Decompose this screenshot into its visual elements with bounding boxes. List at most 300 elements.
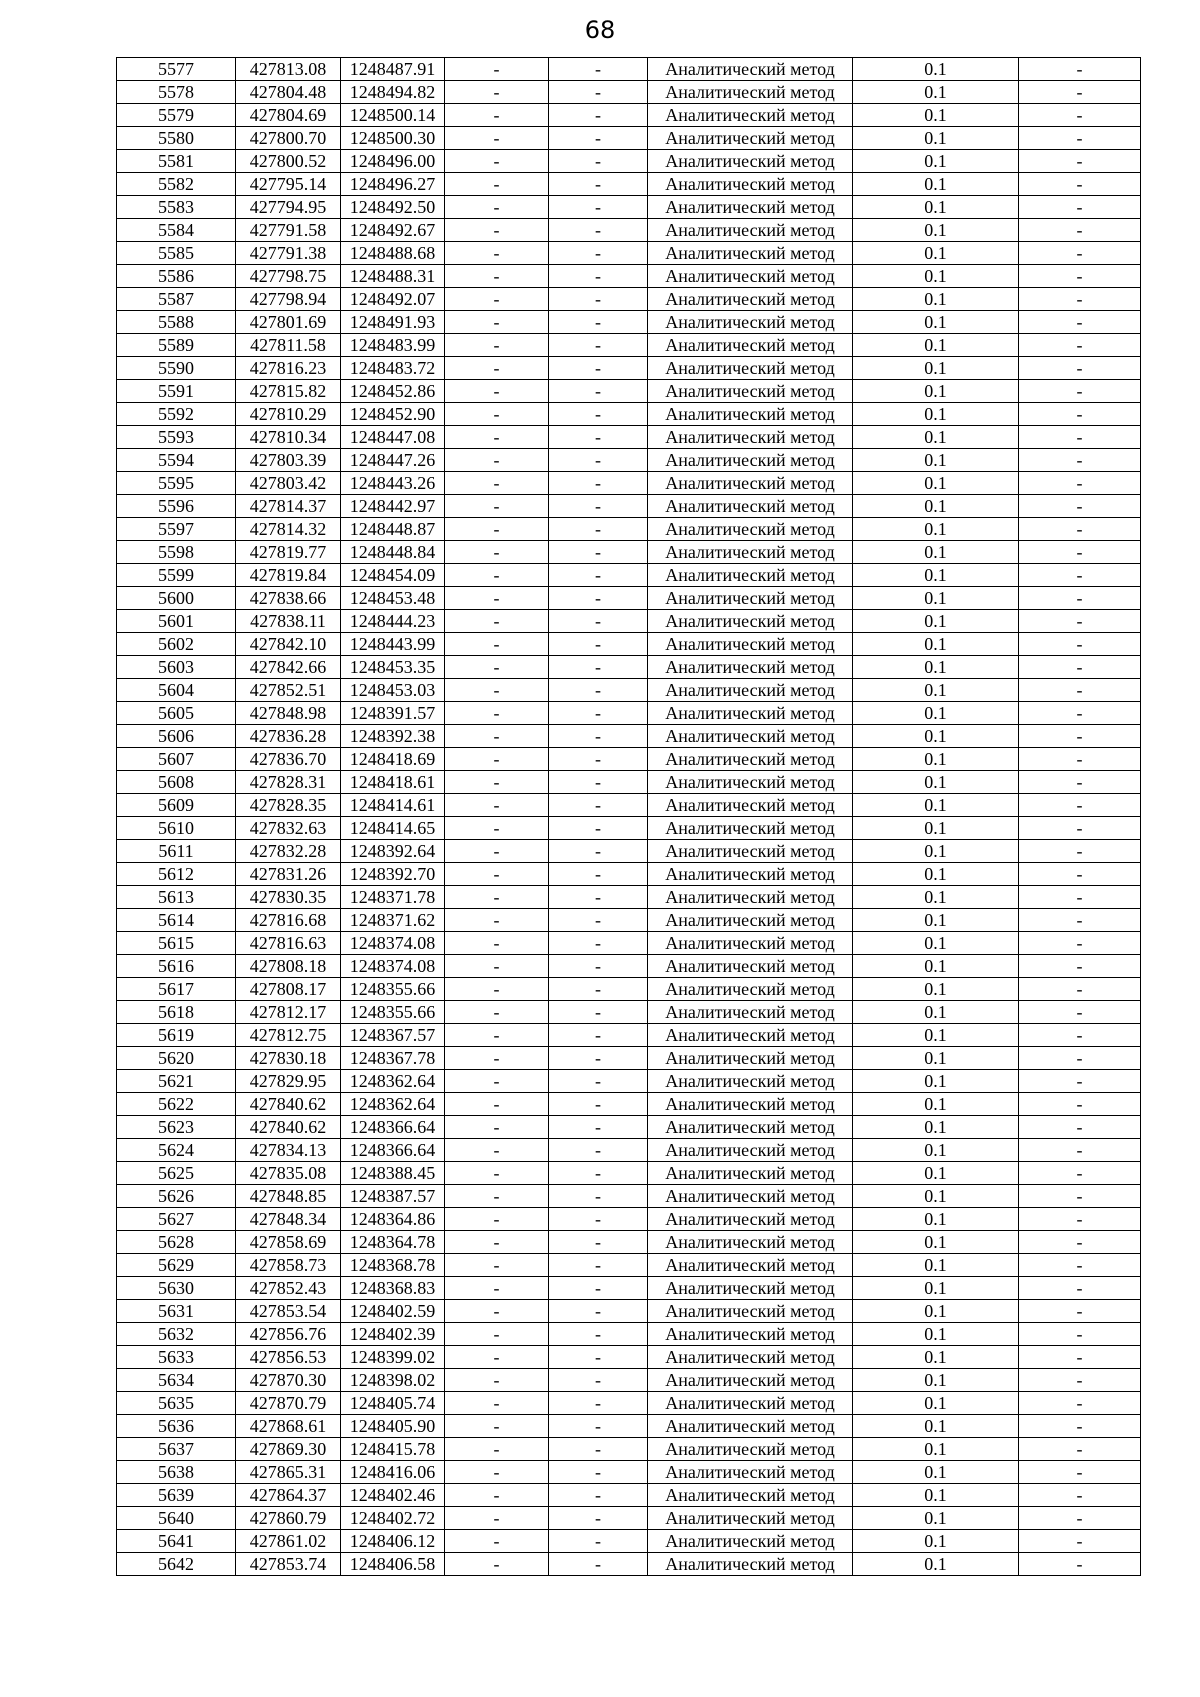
- column-4-cell: -: [445, 1369, 549, 1392]
- y-coordinate-cell: 1248447.08: [341, 426, 445, 449]
- column-4-cell: -: [445, 679, 549, 702]
- method-cell: Аналитический метод: [648, 449, 853, 472]
- column-4-cell: -: [445, 1185, 549, 1208]
- accuracy-cell: 0.1: [853, 81, 1019, 104]
- column-5-cell: -: [549, 633, 648, 656]
- column-5-cell: -: [549, 610, 648, 633]
- y-coordinate-cell: 1248453.48: [341, 587, 445, 610]
- column-8-cell: -: [1019, 449, 1141, 472]
- point-number-cell: 5637: [117, 1438, 236, 1461]
- column-4-cell: -: [445, 1208, 549, 1231]
- column-8-cell: -: [1019, 357, 1141, 380]
- accuracy-cell: 0.1: [853, 1438, 1019, 1461]
- accuracy-cell: 0.1: [853, 1208, 1019, 1231]
- table-row: [117, 380, 1141, 403]
- y-coordinate-cell: 1248374.08: [341, 932, 445, 955]
- table-row: [117, 1093, 1141, 1116]
- point-number-cell: 5620: [117, 1047, 236, 1070]
- accuracy-cell: 0.1: [853, 909, 1019, 932]
- column-5-cell: -: [549, 1185, 648, 1208]
- column-4-cell: -: [445, 1139, 549, 1162]
- accuracy-cell: 0.1: [853, 311, 1019, 334]
- y-coordinate-cell: 1248414.65: [341, 817, 445, 840]
- column-5-cell: -: [549, 656, 648, 679]
- x-coordinate-cell: 427832.63: [236, 817, 341, 840]
- column-8-cell: -: [1019, 679, 1141, 702]
- column-4-cell: -: [445, 127, 549, 150]
- column-8-cell: -: [1019, 265, 1141, 288]
- x-coordinate-cell: 427811.58: [236, 334, 341, 357]
- column-5-cell: -: [549, 909, 648, 932]
- column-4-cell: -: [445, 886, 549, 909]
- method-cell: Аналитический метод: [648, 1507, 853, 1530]
- point-number-cell: 5626: [117, 1185, 236, 1208]
- accuracy-cell: 0.1: [853, 426, 1019, 449]
- x-coordinate-cell: 427870.79: [236, 1392, 341, 1415]
- table-row: [117, 58, 1141, 81]
- table-row: [117, 541, 1141, 564]
- table-row: [117, 1323, 1141, 1346]
- column-5-cell: -: [549, 357, 648, 380]
- y-coordinate-cell: 1248392.70: [341, 863, 445, 886]
- column-4-cell: -: [445, 932, 549, 955]
- method-cell: Аналитический метод: [648, 265, 853, 288]
- column-4-cell: -: [445, 955, 549, 978]
- x-coordinate-cell: 427856.53: [236, 1346, 341, 1369]
- column-8-cell: -: [1019, 1415, 1141, 1438]
- column-8-cell: -: [1019, 1162, 1141, 1185]
- x-coordinate-cell: 427808.17: [236, 978, 341, 1001]
- y-coordinate-cell: 1248391.57: [341, 702, 445, 725]
- accuracy-cell: 0.1: [853, 1461, 1019, 1484]
- column-8-cell: -: [1019, 196, 1141, 219]
- column-8-cell: -: [1019, 380, 1141, 403]
- point-number-cell: 5591: [117, 380, 236, 403]
- table-row: [117, 1461, 1141, 1484]
- table-row: [117, 1254, 1141, 1277]
- column-5-cell: -: [549, 495, 648, 518]
- y-coordinate-cell: 1248483.99: [341, 334, 445, 357]
- y-coordinate-cell: 1248416.06: [341, 1461, 445, 1484]
- column-8-cell: -: [1019, 1024, 1141, 1047]
- accuracy-cell: 0.1: [853, 472, 1019, 495]
- method-cell: Аналитический метод: [648, 748, 853, 771]
- x-coordinate-cell: 427852.51: [236, 679, 341, 702]
- y-coordinate-cell: 1248452.90: [341, 403, 445, 426]
- table-row: [117, 656, 1141, 679]
- column-4-cell: -: [445, 403, 549, 426]
- y-coordinate-cell: 1248491.93: [341, 311, 445, 334]
- x-coordinate-cell: 427816.63: [236, 932, 341, 955]
- table-row: [117, 403, 1141, 426]
- column-8-cell: -: [1019, 1001, 1141, 1024]
- x-coordinate-cell: 427814.37: [236, 495, 341, 518]
- table-row: [117, 127, 1141, 150]
- column-8-cell: -: [1019, 702, 1141, 725]
- accuracy-cell: 0.1: [853, 127, 1019, 150]
- y-coordinate-cell: 1248402.39: [341, 1323, 445, 1346]
- table-row: [117, 1208, 1141, 1231]
- accuracy-cell: 0.1: [853, 288, 1019, 311]
- column-4-cell: -: [445, 1277, 549, 1300]
- column-5-cell: -: [549, 817, 648, 840]
- column-5-cell: -: [549, 1369, 648, 1392]
- page-number: 68: [584, 16, 616, 44]
- y-coordinate-cell: 1248398.02: [341, 1369, 445, 1392]
- y-coordinate-cell: 1248500.14: [341, 104, 445, 127]
- column-8-cell: -: [1019, 242, 1141, 265]
- point-number-cell: 5608: [117, 771, 236, 794]
- method-cell: Аналитический метод: [648, 219, 853, 242]
- column-8-cell: -: [1019, 1254, 1141, 1277]
- method-cell: Аналитический метод: [648, 1438, 853, 1461]
- column-4-cell: -: [445, 1346, 549, 1369]
- accuracy-cell: 0.1: [853, 449, 1019, 472]
- column-4-cell: -: [445, 978, 549, 1001]
- accuracy-cell: 0.1: [853, 1231, 1019, 1254]
- y-coordinate-cell: 1248444.23: [341, 610, 445, 633]
- y-coordinate-cell: 1248488.31: [341, 265, 445, 288]
- x-coordinate-cell: 427794.95: [236, 196, 341, 219]
- method-cell: Аналитический метод: [648, 1070, 853, 1093]
- column-4-cell: -: [445, 380, 549, 403]
- column-5-cell: -: [549, 702, 648, 725]
- method-cell: Аналитический метод: [648, 58, 853, 81]
- x-coordinate-cell: 427838.11: [236, 610, 341, 633]
- y-coordinate-cell: 1248402.59: [341, 1300, 445, 1323]
- accuracy-cell: 0.1: [853, 1484, 1019, 1507]
- point-number-cell: 5580: [117, 127, 236, 150]
- y-coordinate-cell: 1248492.07: [341, 288, 445, 311]
- table-row: [117, 1001, 1141, 1024]
- y-coordinate-cell: 1248387.57: [341, 1185, 445, 1208]
- method-cell: Аналитический метод: [648, 173, 853, 196]
- x-coordinate-cell: 427860.79: [236, 1507, 341, 1530]
- method-cell: Аналитический метод: [648, 1047, 853, 1070]
- method-cell: Аналитический метод: [648, 840, 853, 863]
- column-8-cell: -: [1019, 771, 1141, 794]
- table-row: [117, 1185, 1141, 1208]
- table-row: [117, 794, 1141, 817]
- y-coordinate-cell: 1248371.78: [341, 886, 445, 909]
- point-number-cell: 5604: [117, 679, 236, 702]
- column-4-cell: -: [445, 1254, 549, 1277]
- accuracy-cell: 0.1: [853, 196, 1019, 219]
- table-row: [117, 1530, 1141, 1553]
- point-number-cell: 5623: [117, 1116, 236, 1139]
- column-8-cell: -: [1019, 1461, 1141, 1484]
- column-5-cell: -: [549, 1507, 648, 1530]
- method-cell: Аналитический метод: [648, 955, 853, 978]
- column-8-cell: -: [1019, 334, 1141, 357]
- table-row: [117, 771, 1141, 794]
- method-cell: Аналитический метод: [648, 472, 853, 495]
- x-coordinate-cell: 427861.02: [236, 1530, 341, 1553]
- x-coordinate-cell: 427858.73: [236, 1254, 341, 1277]
- method-cell: Аналитический метод: [648, 656, 853, 679]
- y-coordinate-cell: 1248374.08: [341, 955, 445, 978]
- column-5-cell: -: [549, 380, 648, 403]
- x-coordinate-cell: 427795.14: [236, 173, 341, 196]
- column-8-cell: -: [1019, 633, 1141, 656]
- table-row: [117, 311, 1141, 334]
- method-cell: Аналитический метод: [648, 1530, 853, 1553]
- column-4-cell: -: [445, 495, 549, 518]
- column-8-cell: -: [1019, 656, 1141, 679]
- column-4-cell: -: [445, 1093, 549, 1116]
- point-number-cell: 5601: [117, 610, 236, 633]
- column-5-cell: -: [549, 1162, 648, 1185]
- x-coordinate-cell: 427819.84: [236, 564, 341, 587]
- table-row: [117, 633, 1141, 656]
- point-number-cell: 5609: [117, 794, 236, 817]
- column-8-cell: -: [1019, 1438, 1141, 1461]
- column-5-cell: -: [549, 1323, 648, 1346]
- x-coordinate-cell: 427810.29: [236, 403, 341, 426]
- method-cell: Аналитический метод: [648, 1415, 853, 1438]
- x-coordinate-cell: 427815.82: [236, 380, 341, 403]
- point-number-cell: 5594: [117, 449, 236, 472]
- table-body: [117, 58, 1141, 1576]
- y-coordinate-cell: 1248448.84: [341, 541, 445, 564]
- table-row: [117, 1070, 1141, 1093]
- accuracy-cell: 0.1: [853, 656, 1019, 679]
- point-number-cell: 5636: [117, 1415, 236, 1438]
- x-coordinate-cell: 427803.42: [236, 472, 341, 495]
- column-4-cell: -: [445, 242, 549, 265]
- x-coordinate-cell: 427812.17: [236, 1001, 341, 1024]
- y-coordinate-cell: 1248364.78: [341, 1231, 445, 1254]
- column-5-cell: -: [549, 541, 648, 564]
- x-coordinate-cell: 427800.70: [236, 127, 341, 150]
- point-number-cell: 5586: [117, 265, 236, 288]
- column-5-cell: -: [549, 1116, 648, 1139]
- column-4-cell: -: [445, 81, 549, 104]
- column-5-cell: -: [549, 426, 648, 449]
- point-number-cell: 5611: [117, 840, 236, 863]
- y-coordinate-cell: 1248452.86: [341, 380, 445, 403]
- accuracy-cell: 0.1: [853, 1392, 1019, 1415]
- accuracy-cell: 0.1: [853, 863, 1019, 886]
- y-coordinate-cell: 1248405.74: [341, 1392, 445, 1415]
- point-number-cell: 5614: [117, 909, 236, 932]
- accuracy-cell: 0.1: [853, 357, 1019, 380]
- table-row: [117, 610, 1141, 633]
- point-number-cell: 5607: [117, 748, 236, 771]
- x-coordinate-cell: 427808.18: [236, 955, 341, 978]
- column-4-cell: -: [445, 748, 549, 771]
- column-4-cell: -: [445, 863, 549, 886]
- method-cell: Аналитический метод: [648, 1254, 853, 1277]
- column-4-cell: -: [445, 1047, 549, 1070]
- x-coordinate-cell: 427868.61: [236, 1415, 341, 1438]
- column-5-cell: -: [549, 1024, 648, 1047]
- accuracy-cell: 0.1: [853, 564, 1019, 587]
- column-4-cell: -: [445, 58, 549, 81]
- x-coordinate-cell: 427804.69: [236, 104, 341, 127]
- x-coordinate-cell: 427848.98: [236, 702, 341, 725]
- x-coordinate-cell: 427829.95: [236, 1070, 341, 1093]
- accuracy-cell: 0.1: [853, 1415, 1019, 1438]
- y-coordinate-cell: 1248366.64: [341, 1139, 445, 1162]
- column-5-cell: -: [549, 150, 648, 173]
- table-row: [117, 886, 1141, 909]
- column-5-cell: -: [549, 1001, 648, 1024]
- x-coordinate-cell: 427832.28: [236, 840, 341, 863]
- y-coordinate-cell: 1248492.50: [341, 196, 445, 219]
- method-cell: Аналитический метод: [648, 794, 853, 817]
- table-row: [117, 219, 1141, 242]
- column-4-cell: -: [445, 587, 549, 610]
- accuracy-cell: 0.1: [853, 1300, 1019, 1323]
- y-coordinate-cell: 1248402.72: [341, 1507, 445, 1530]
- y-coordinate-cell: 1248443.99: [341, 633, 445, 656]
- column-8-cell: -: [1019, 955, 1141, 978]
- column-4-cell: -: [445, 1392, 549, 1415]
- x-coordinate-cell: 427852.43: [236, 1277, 341, 1300]
- column-8-cell: -: [1019, 495, 1141, 518]
- y-coordinate-cell: 1248402.46: [341, 1484, 445, 1507]
- y-coordinate-cell: 1248355.66: [341, 978, 445, 1001]
- table-row: [117, 81, 1141, 104]
- x-coordinate-cell: 427828.31: [236, 771, 341, 794]
- y-coordinate-cell: 1248355.66: [341, 1001, 445, 1024]
- column-5-cell: -: [549, 104, 648, 127]
- point-number-cell: 5589: [117, 334, 236, 357]
- point-number-cell: 5590: [117, 357, 236, 380]
- accuracy-cell: 0.1: [853, 817, 1019, 840]
- accuracy-cell: 0.1: [853, 150, 1019, 173]
- point-number-cell: 5582: [117, 173, 236, 196]
- point-number-cell: 5603: [117, 656, 236, 679]
- y-coordinate-cell: 1248399.02: [341, 1346, 445, 1369]
- column-4-cell: -: [445, 426, 549, 449]
- x-coordinate-cell: 427838.66: [236, 587, 341, 610]
- table-row: [117, 932, 1141, 955]
- point-number-cell: 5596: [117, 495, 236, 518]
- method-cell: Аналитический метод: [648, 1162, 853, 1185]
- accuracy-cell: 0.1: [853, 1139, 1019, 1162]
- y-coordinate-cell: 1248494.82: [341, 81, 445, 104]
- accuracy-cell: 0.1: [853, 1369, 1019, 1392]
- accuracy-cell: 0.1: [853, 1254, 1019, 1277]
- point-number-cell: 5583: [117, 196, 236, 219]
- column-8-cell: -: [1019, 1553, 1141, 1576]
- table-row: [117, 1116, 1141, 1139]
- x-coordinate-cell: 427804.48: [236, 81, 341, 104]
- accuracy-cell: 0.1: [853, 932, 1019, 955]
- table-row: [117, 1553, 1141, 1576]
- accuracy-cell: 0.1: [853, 978, 1019, 1001]
- accuracy-cell: 0.1: [853, 702, 1019, 725]
- column-4-cell: -: [445, 656, 549, 679]
- accuracy-cell: 0.1: [853, 633, 1019, 656]
- method-cell: Аналитический метод: [648, 81, 853, 104]
- point-number-cell: 5628: [117, 1231, 236, 1254]
- method-cell: Аналитический метод: [648, 426, 853, 449]
- method-cell: Аналитический метод: [648, 978, 853, 1001]
- point-number-cell: 5616: [117, 955, 236, 978]
- column-8-cell: -: [1019, 1530, 1141, 1553]
- column-4-cell: -: [445, 150, 549, 173]
- column-8-cell: -: [1019, 1093, 1141, 1116]
- accuracy-cell: 0.1: [853, 771, 1019, 794]
- y-coordinate-cell: 1248453.03: [341, 679, 445, 702]
- column-4-cell: -: [445, 1070, 549, 1093]
- method-cell: Аналитический метод: [648, 104, 853, 127]
- y-coordinate-cell: 1248366.64: [341, 1116, 445, 1139]
- table-row: [117, 1415, 1141, 1438]
- table-row: [117, 1346, 1141, 1369]
- method-cell: Аналитический метод: [648, 334, 853, 357]
- column-5-cell: -: [549, 1415, 648, 1438]
- method-cell: Аналитический метод: [648, 1553, 853, 1576]
- point-number-cell: 5615: [117, 932, 236, 955]
- point-number-cell: 5624: [117, 1139, 236, 1162]
- table-row: [117, 104, 1141, 127]
- y-coordinate-cell: 1248447.26: [341, 449, 445, 472]
- method-cell: Аналитический метод: [648, 725, 853, 748]
- column-4-cell: -: [445, 909, 549, 932]
- column-8-cell: -: [1019, 725, 1141, 748]
- column-5-cell: -: [549, 564, 648, 587]
- column-5-cell: -: [549, 1231, 648, 1254]
- column-5-cell: -: [549, 1392, 648, 1415]
- point-number-cell: 5627: [117, 1208, 236, 1231]
- column-8-cell: -: [1019, 403, 1141, 426]
- accuracy-cell: 0.1: [853, 748, 1019, 771]
- accuracy-cell: 0.1: [853, 1116, 1019, 1139]
- x-coordinate-cell: 427813.08: [236, 58, 341, 81]
- column-5-cell: -: [549, 679, 648, 702]
- column-5-cell: -: [549, 978, 648, 1001]
- column-8-cell: -: [1019, 426, 1141, 449]
- column-4-cell: -: [445, 311, 549, 334]
- column-8-cell: -: [1019, 1484, 1141, 1507]
- accuracy-cell: 0.1: [853, 334, 1019, 357]
- column-4-cell: -: [445, 1438, 549, 1461]
- column-5-cell: -: [549, 196, 648, 219]
- table-row: [117, 725, 1141, 748]
- point-number-cell: 5597: [117, 518, 236, 541]
- method-cell: Аналитический метод: [648, 196, 853, 219]
- table-row: [117, 840, 1141, 863]
- column-5-cell: -: [549, 886, 648, 909]
- column-4-cell: -: [445, 1024, 549, 1047]
- method-cell: Аналитический метод: [648, 380, 853, 403]
- x-coordinate-cell: 427865.31: [236, 1461, 341, 1484]
- point-number-cell: 5641: [117, 1530, 236, 1553]
- column-8-cell: -: [1019, 564, 1141, 587]
- method-cell: Аналитический метод: [648, 1231, 853, 1254]
- point-number-cell: 5605: [117, 702, 236, 725]
- method-cell: Аналитический метод: [648, 1024, 853, 1047]
- column-5-cell: -: [549, 1254, 648, 1277]
- column-4-cell: -: [445, 702, 549, 725]
- point-number-cell: 5635: [117, 1392, 236, 1415]
- table-row: [117, 909, 1141, 932]
- column-4-cell: -: [445, 219, 549, 242]
- table-row: [117, 1484, 1141, 1507]
- x-coordinate-cell: 427834.13: [236, 1139, 341, 1162]
- point-number-cell: 5629: [117, 1254, 236, 1277]
- y-coordinate-cell: 1248453.35: [341, 656, 445, 679]
- table-row: [117, 472, 1141, 495]
- x-coordinate-cell: 427842.10: [236, 633, 341, 656]
- x-coordinate-cell: 427856.76: [236, 1323, 341, 1346]
- accuracy-cell: 0.1: [853, 265, 1019, 288]
- point-number-cell: 5621: [117, 1070, 236, 1093]
